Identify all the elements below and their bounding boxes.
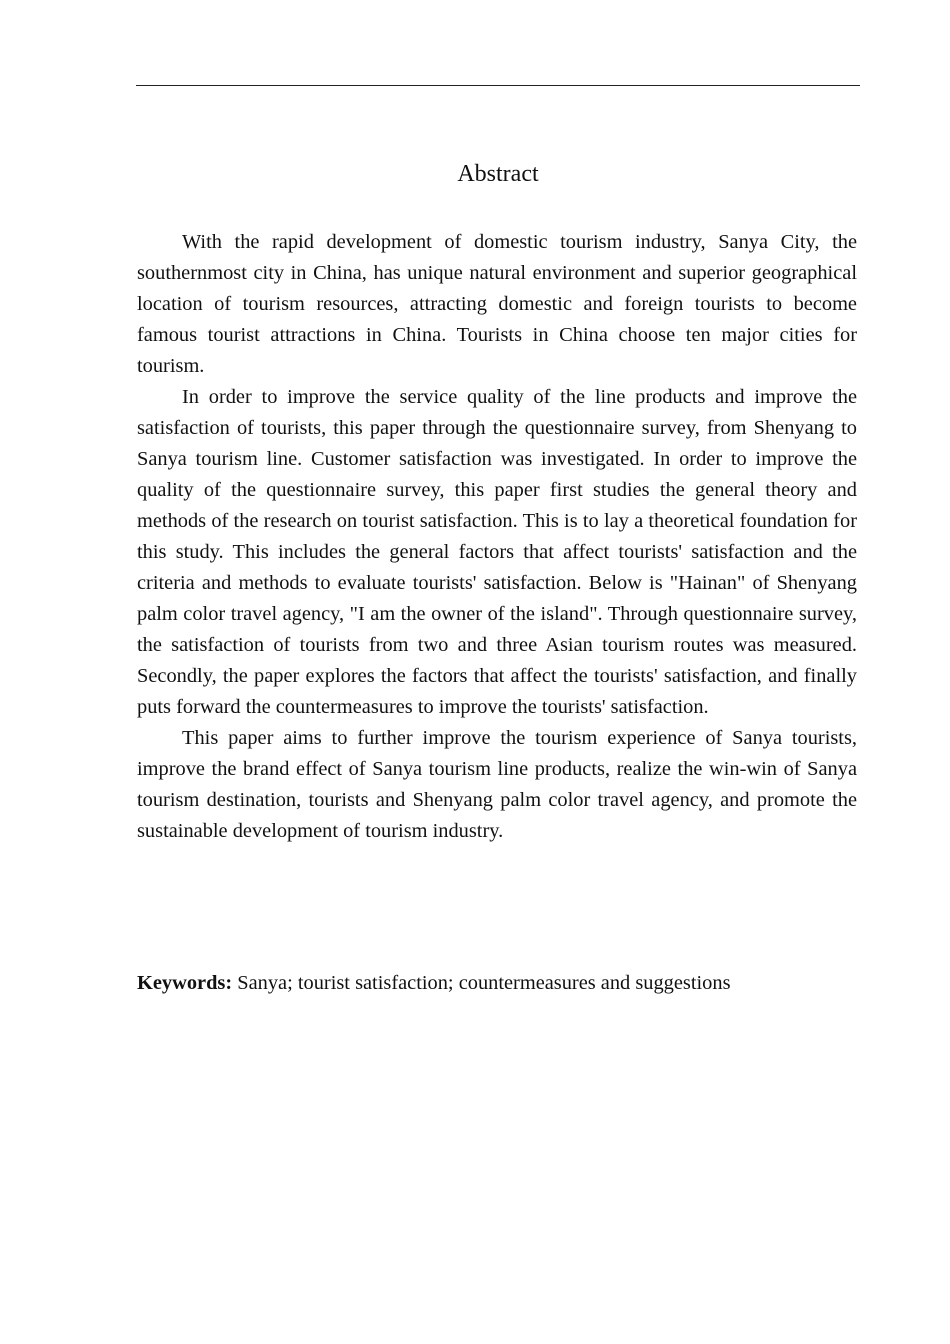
page-title: Abstract: [457, 161, 539, 187]
abstract-paragraph-1: With the rapid development of domestic tourism industry, Sanya City, the southernmost city in China, has unique natural environment and superior geographical location of tourism resources, attracting domestic and foreign tourists to become famous tourist attractions in China. Tourists in China choose ten major cities for tourism.: [137, 231, 857, 377]
abstract-paragraph-2: In order to improve the service quality of the line products and improve the satisfaction of tourists, this paper through the questionnaire survey, from Shenyang to Sanya tourism line. Customer satisfaction was investigated. In order to improve the quality of the questionnaire survey, this paper first studies the general theory and methods of the research on tourist satisfaction. This is to lay a theoretical foundation for this study. This includes the general factors that affect tourists' satisfaction and the criteria and methods to evaluate tourists' satisfaction. Below is "Hainan" of Shenyang palm color travel agency, "I am the owner of the island". Through questionnaire survey, the satisfaction of tourists from two and three Asian tourism routes was measured. Secondly, the paper explores the factors that affect the tourists' satisfaction, and finally puts forward the countermeasures to improve the tourists' satisfaction.: [137, 386, 857, 718]
keywords-text: Sanya; tourist satisfaction; countermeasures and suggestions: [237, 972, 731, 994]
keywords-label: Keywords:: [137, 972, 233, 994]
abstract-body: [137, 227, 857, 847]
abstract-paragraph-3: This paper aims to further improve the tourism experience of Sanya tourists, improve the brand effect of Sanya tourism line products, realize the win-win of Sanya tourism destination, tourists and Shenyang palm color travel agency, and promote the sustainable development of tourism industry.: [137, 727, 857, 842]
header-rule: [136, 85, 860, 86]
keywords-line: [137, 968, 857, 999]
